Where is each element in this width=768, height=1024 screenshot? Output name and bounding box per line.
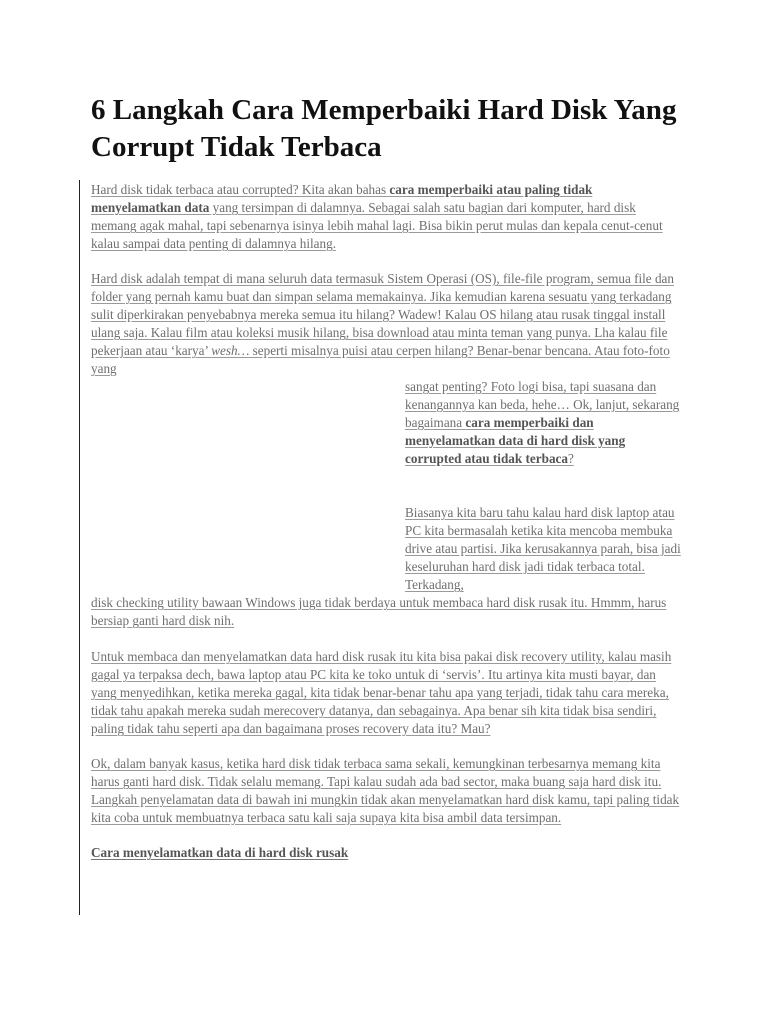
paragraph-intro-text-a: Hard disk tidak terbaca atau corrupted? Kita akan bahas xyxy=(91,182,390,197)
article-body-top xyxy=(91,181,681,395)
paragraph-intro-bold: cara memperbaiki atau paling tidak menyelamatkan data xyxy=(91,182,593,215)
paragraph-bad-sector: Ok, dalam banyak kasus, ketika hard disk tidak terbaca sama sekali, kemungkinan terbesarnya memang kita harus ganti hard disk. Tidak selalu memang. Tapi kalau sudah ada bad sector, maka buang saja hard disk itu. Langkah penyelamatan data di bawah ini mungkin tidak akan menyelamatkan hard disk kamu, tapi paling tidak kita coba untuk membuatnya terbaca satu kali saja supaya kita bisa ambil data tersimpan. xyxy=(91,756,680,825)
article-title: 6 Langkah Cara Memperbaiki Hard Disk Yang Corrupt Tidak Terbaca xyxy=(91,94,677,163)
paragraph-recovery: Untuk membaca dan menyelamatkan data hard disk rusak itu kita bisa pakai disk recovery utility, kalau masih gagal ya terpaksa dech, bawa laptop atau PC kita ke toko untuk di ‘servis’. Itu artinya kita musti bayar, dan yang menyedihkan, ketika mereka gagal, kita tidak benar-benar tahu apa yang terjadi, tidak tahu cara mereka, tidak tahu apakah mereka sudah merecovery datanya, dan sebagainya. Apa benar sih kita tidak bisa sendiri, paling tidak tahu seperti apa dan bagaimana proses recovery data itu? Mau? xyxy=(91,649,672,736)
paragraph-hard-disk-text-c: seperti misalnya puisi atau cerpen hilang? Benar-benar bencana. Atau foto-foto yang xyxy=(91,343,670,376)
paragraph-side-bold: cara memperbaiki dan menyelamatkan data di hard disk yang corrupted atau tidak terbaca xyxy=(405,415,626,466)
paragraph-drive-check: Biasanya kita baru tahu kalau hard disk laptop atau PC kita bermasalah ketika kita mencoba membuka drive atau partisi. Jika kerusakannya parah, bisa jadi keseluruhan hard disk jadi tidak terbaca total. Terkadang, xyxy=(405,505,681,592)
section-subheading: Cara menyelamatkan data di hard disk rusak xyxy=(91,845,349,860)
paragraph-hard-disk-text-a: Hard disk adalah tempat di mana seluruh data termasuk Sistem Operasi (OS), file-file program, semua file dan folder yang pernah kamu buat dan simpan selama memakainya. Jika kemudian karena sesuatu yang terkadang sulit diperkirakan penyebabnya mereka semua itu hilang? Wadew! Kalau OS hilang atau rusak tinggal install ulang saja. Kalau film atau koleksi musik hilang, bisa download atau minta teman yang punya. Lha kalau file pekerjaan atau ‘karya’ xyxy=(91,271,674,358)
paragraph-drive-check-tail: disk checking utility bawaan Windows juga tidak berdaya untuk membaca hard disk rusak itu. Hmmm, harus bersiap ganti hard disk nih. xyxy=(91,595,667,628)
paragraph-intro xyxy=(91,181,681,253)
side-column xyxy=(405,378,681,486)
paragraph-hard-disk-italic: wesh… xyxy=(211,343,250,358)
paragraph-side-text-c: ? xyxy=(568,451,574,466)
paragraph-side-text-a: sangat penting? Foto logi bisa, tapi suasana dan kenangannya kan beda, hehe… Ok, lanjut, sekarang bagaimana xyxy=(405,379,680,430)
article-body-bottom xyxy=(91,648,681,862)
paragraph-intro-text-c: yang tersimpan di dalamnya. Sebagai salah satu bagian dari komputer, hard disk memang agak mahal, tapi sebenarnya isinya lebih mahal lagi. Bisa bikin perut mulas dan kepala cenut-cenut kalau sampai data penting di dalamnya hilang. xyxy=(91,200,663,251)
paragraph-side xyxy=(405,378,681,468)
paragraph-hard-disk xyxy=(91,270,681,378)
left-border-rule xyxy=(79,180,80,915)
